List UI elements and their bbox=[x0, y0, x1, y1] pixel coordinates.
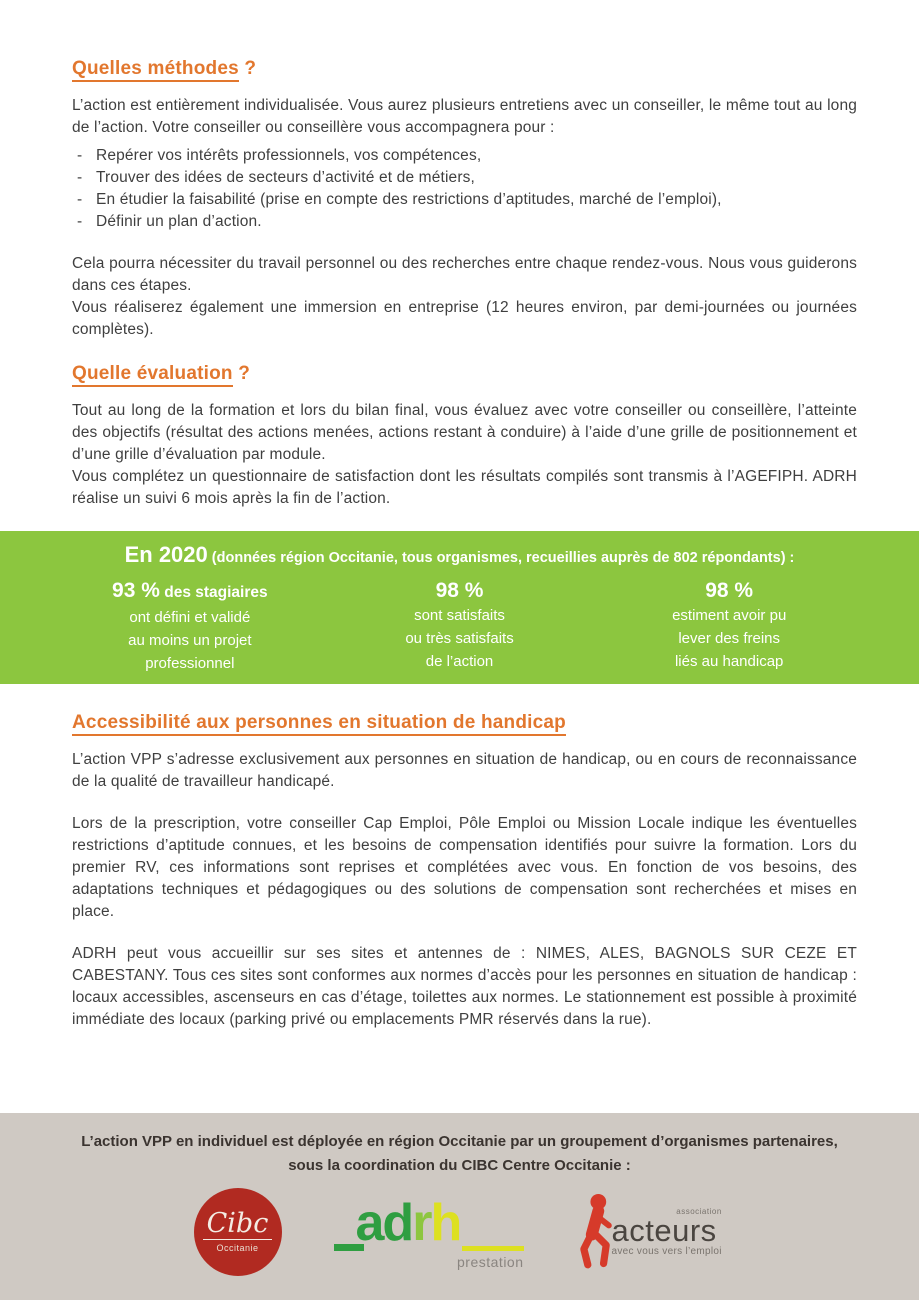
bullet-text: En étudier la faisabilité (prise en compte des restrictions d’aptitudes, marché de l’emploi), bbox=[96, 191, 722, 208]
statistics-title-detail: (données région Occitanie, tous organismes, recueillies auprès de 802 répondants) : bbox=[207, 550, 795, 566]
stat-column-satisfaction bbox=[325, 578, 595, 675]
footer-line-2: sous la coordination du CIBC Centre Occitanie : bbox=[288, 1157, 631, 1174]
stat-line: professionnel bbox=[145, 655, 235, 672]
acteurs-logo-association: association bbox=[676, 1207, 722, 1216]
statistics-year: En 2020 bbox=[124, 542, 208, 567]
evaluation-paragraph-1: Tout au long de la formation et lors du bilan final, vous évaluez avec votre conseiller ou conseillère, l’atteinte des objectifs (résultat des actions menées, actions restant à conduire) à l’aide d’une grille de positionnement et d’une grille d’évaluation par module. bbox=[72, 402, 857, 463]
acteurs-logo-tagline: avec vous vers l’emploi bbox=[611, 1246, 722, 1257]
statistics-banner bbox=[0, 531, 919, 684]
bullet-dash: - bbox=[77, 147, 83, 164]
acteurs-logo bbox=[576, 1189, 726, 1275]
adrh-logo-name bbox=[356, 1194, 461, 1252]
stat-line: liés au handicap bbox=[674, 653, 784, 670]
stat-line: lever des freins bbox=[678, 630, 781, 647]
methods-work-paragraph-1: Cela pourra nécessiter du travail personnel ou des recherches entre chaque rendez-vous. Nous vous guiderons dans ces étapes. bbox=[72, 255, 857, 294]
bullet-text: Trouver des idées de secteurs d’activité et de métiers, bbox=[96, 169, 475, 186]
heading-methods-label: Quelles méthodes bbox=[72, 58, 239, 82]
partner-logos-row bbox=[0, 1188, 919, 1276]
stat-value bbox=[594, 578, 864, 604]
bullet-text: Repérer vos intérêts professionnels, vos compétences, bbox=[96, 147, 482, 164]
footer-line-1: L’action VPP en individuel est déployée en région Occitanie par un groupement d’organismes partenaires, bbox=[81, 1133, 838, 1150]
stat-value bbox=[325, 578, 595, 604]
heading-methods-suffix: ? bbox=[238, 58, 257, 79]
adrh-underline-right bbox=[462, 1246, 524, 1251]
section-accessibility bbox=[72, 712, 857, 1031]
stat-line: ont défini et validé bbox=[129, 609, 251, 626]
stat-value bbox=[55, 578, 325, 606]
stat-line: sont satisfaits bbox=[414, 607, 505, 624]
stat-line: de l’action bbox=[425, 653, 494, 670]
heading-evaluation-label: Quelle évaluation bbox=[72, 363, 233, 387]
list-item bbox=[72, 211, 857, 233]
stat-percent: 98 % bbox=[705, 579, 754, 602]
cibc-logo bbox=[194, 1188, 282, 1276]
adrh-logo-subtitle: prestation bbox=[457, 1254, 524, 1270]
statistics-title bbox=[0, 531, 919, 568]
cibc-logo-region: Occitanie bbox=[216, 1243, 259, 1253]
statistics-columns bbox=[0, 568, 919, 675]
list-item bbox=[72, 167, 857, 189]
section-methods bbox=[72, 58, 857, 510]
bullet-dash: - bbox=[77, 191, 83, 208]
heading-methods bbox=[72, 58, 857, 80]
adrh-letter-r: r bbox=[412, 1194, 431, 1252]
adrh-logo bbox=[334, 1192, 524, 1272]
methods-work-paragraph-2: Vous réaliserez également une immersion en entreprise (12 heures environ, par demi-journées ou journées complètes). bbox=[72, 299, 857, 338]
acteurs-logo-name: acteurs bbox=[611, 1213, 717, 1248]
adrh-letters-ad: ad bbox=[355, 1194, 413, 1252]
bullet-dash: - bbox=[77, 213, 83, 230]
heading-accessibility-label: Accessibilité aux personnes en situation de handicap bbox=[72, 712, 566, 736]
heading-accessibility bbox=[72, 712, 857, 734]
methods-bullet-list bbox=[72, 145, 857, 233]
stat-line: estiment avoir pu bbox=[672, 607, 787, 624]
accessibility-paragraph-3: ADRH peut vous accueillir sur ses sites et antennes de : NIMES, ALES, BAGNOLS SUR CEZE ET CABESTANY. Tous ces sites sont conformes aux normes d’accès pour les personnes en situation de handicap : locaux accessibles, ascenseurs en cas d’étage, toilettes aux normes. Le stationnement est possible à proximité immédiate des locaux (parking privé ou emplacements PMR réservés dans la rue). bbox=[72, 945, 857, 1028]
adrh-letter-h: h bbox=[430, 1194, 461, 1252]
accessibility-paragraph-1: L’action VPP s’adresse exclusivement aux personnes en situation de handicap, ou en cours de reconnaissance de la qualité de travailleur handicapé. bbox=[72, 751, 857, 790]
stat-column-projects bbox=[55, 578, 325, 675]
stat-line: ou très satisfaits bbox=[405, 630, 514, 647]
heading-evaluation bbox=[72, 363, 857, 385]
stat-column-obstacles bbox=[594, 578, 864, 675]
heading-evaluation-suffix: ? bbox=[232, 363, 251, 384]
stat-percent: 98 % bbox=[435, 579, 484, 602]
bullet-text: Définir un plan d’action. bbox=[96, 213, 262, 230]
evaluation-paragraph-2: Vous complétez un questionnaire de satisfaction dont les résultats compilés sont transmis à l’AGEFIPH. ADRH réalise un suivi 6 mois après la fin de l’action. bbox=[72, 468, 857, 507]
stat-percent: 93 % bbox=[112, 579, 160, 602]
footer bbox=[0, 1113, 919, 1300]
stat-percent-suffix: des stagiaires bbox=[159, 584, 268, 601]
cibc-logo-name: Cibc bbox=[203, 1211, 273, 1240]
accessibility-paragraph-2: Lors de la prescription, votre conseiller Cap Emploi, Pôle Emploi ou Mission Locale indique les éventuelles restrictions d’aptitude connues, et les besoins de compensation identifiés pour suivre la formation. Lors du premier RV, ces informations sont reprises et complétées avec vous. En fonction de vos besoins, des adaptations techniques et pédagogiques ou des solutions de compensation sont recherchées et mises en place. bbox=[72, 815, 857, 920]
list-item bbox=[72, 189, 857, 211]
bullet-dash: - bbox=[77, 169, 83, 186]
list-item bbox=[72, 145, 857, 167]
acteurs-logo-text bbox=[612, 1207, 722, 1257]
stat-line: au moins un projet bbox=[128, 632, 252, 649]
methods-intro-paragraph: L’action est entièrement individualisée. Vous aurez plusieurs entretiens avec un conseiller, le même tout au long de l’action. Votre conseiller ou conseillère vous accompagnera pour : bbox=[72, 97, 857, 136]
